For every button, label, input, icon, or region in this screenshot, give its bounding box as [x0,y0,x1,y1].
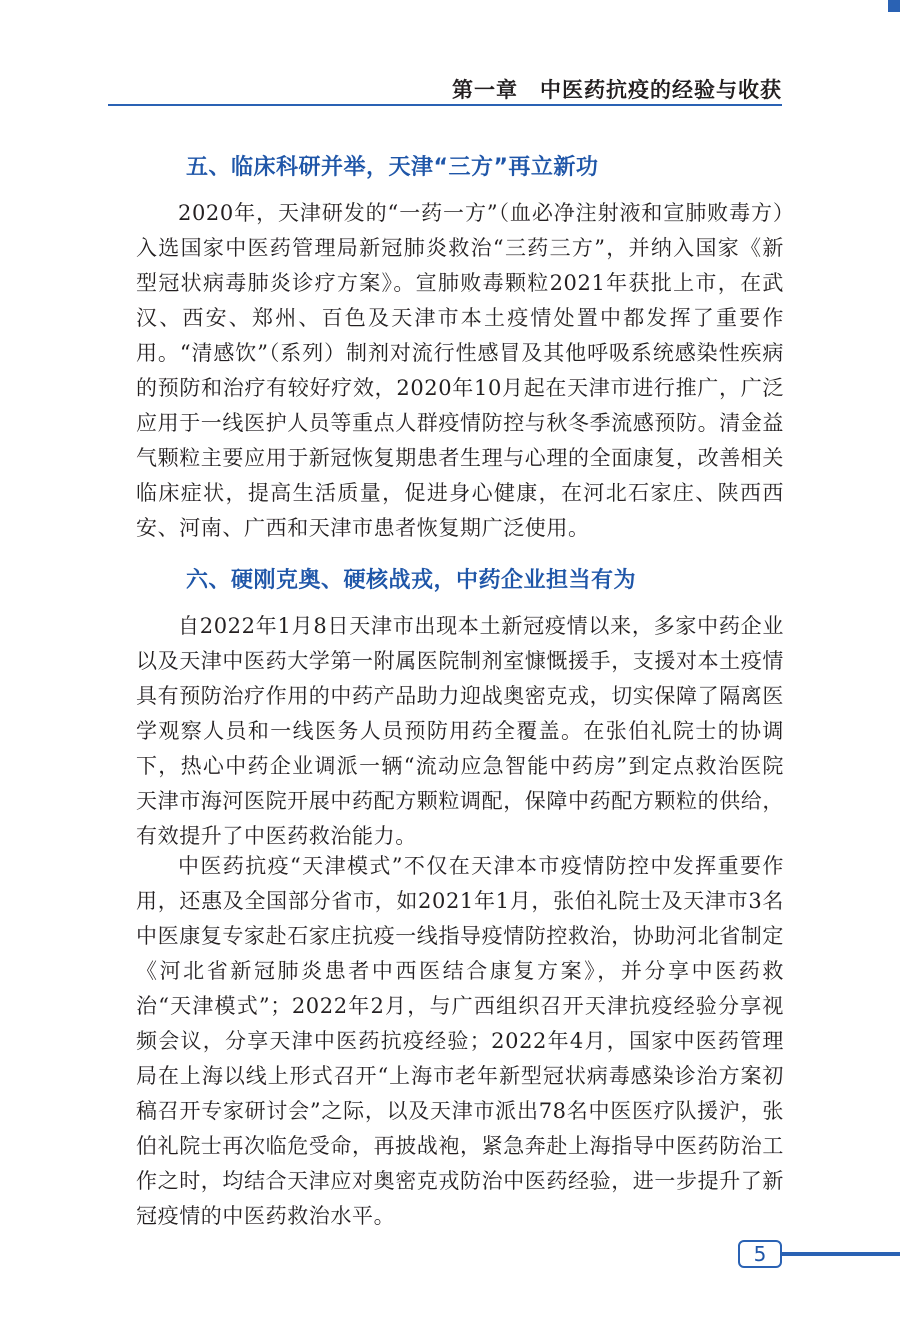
section-heading-6: 六、硬刚克奥、硬核战戎，中药企业担当有为 [186,568,637,593]
section-6-paragraph-2: 中医药抗疫“天津模式”不仅在天津本市疫情防控中发挥重要作用，还惠及全国部分省市，如2021年1月，张伯礼院士及天津市3名中医康复专家赴石家庄抗疫一线指导疫情防控救治，协助河北省制定《河北省新冠肺炎患者中西医结合康复方案》，并分享中医药救治“天津模式”；2022年2月，与广西组织召开天津抗疫经验分享视频会议，分享天津中医药抗疫经验；2022年4月，国家中医药管理局在上海以线上形式召开“上海市老年新型冠状病毒感染诊治方案初稿召开专家研讨会”之际，以及天津市派出78名中医医疗队援沪，张伯礼院士再次临危受命，再披战袍，紧急奔赴上海指导中医药防治工作之时，均结合天津应对奥密克戎防治中医药经验，进一步提升了新冠疫情的中医药救治水平。 [136,854,784,1228]
page-number: 5 [753,1242,767,1266]
section-5-paragraph-1: 2020年，天津研发的“一药一方”（血必净注射液和宣肺败毒方）入选国家中医药管理局新冠肺炎救治“三药三方”，并纳入国家《新型冠状病毒肺炎诊疗方案》。宣肺败毒颗粒2021年获批上市，在武汉、西安、郑州、百色及天津市本土疫情处置中都发挥了重要作用。“清感饮”（系列）制剂对流行性感冒及其他呼吸系统感染性疾病的预防和治疗有较好疗效，2020年10月起在天津市进行推广，广泛应用于一线医护人员等重点人群疫情防控与秋冬季流感预防。清金益气颗粒主要应用于新冠恢复期患者生理与心理的全面康复，改善相关临床症状，提高生活质量，促进身心健康，在河北石家庄、陕西西安、河南、广西和天津市患者恢复期广泛使用。 [136,201,784,540]
section-6-paragraph-1: 自2022年1月8日天津市出现本土新冠疫情以来，多家中药企业以及天津中医药大学第一附属医院制剂室慷慨援手，支援对本土疫情具有预防治疗作用的中药产品助力迎战奥密克戎，切实保障了隔离医学观察人员和一线医务人员预防用药全覆盖。在张伯礼院士的协调下，热心中药企业调派一辆“流动应急智能中药房”到定点救治医院天津市海河医院开展中药配方颗粒调配，保障中药配方颗粒的供给，有效提升了中医药救治能力。 [136,614,784,848]
section-heading-5: 五、临床科研并举，天津“三方”再立新功 [186,155,599,180]
header-divider [108,104,782,106]
page-number-badge [738,1240,782,1268]
footer-divider [782,1252,900,1256]
running-header-chapter-title: 第一章 中医药抗疫的经验与收获 [452,78,782,102]
corner-tab-decoration [888,0,900,12]
